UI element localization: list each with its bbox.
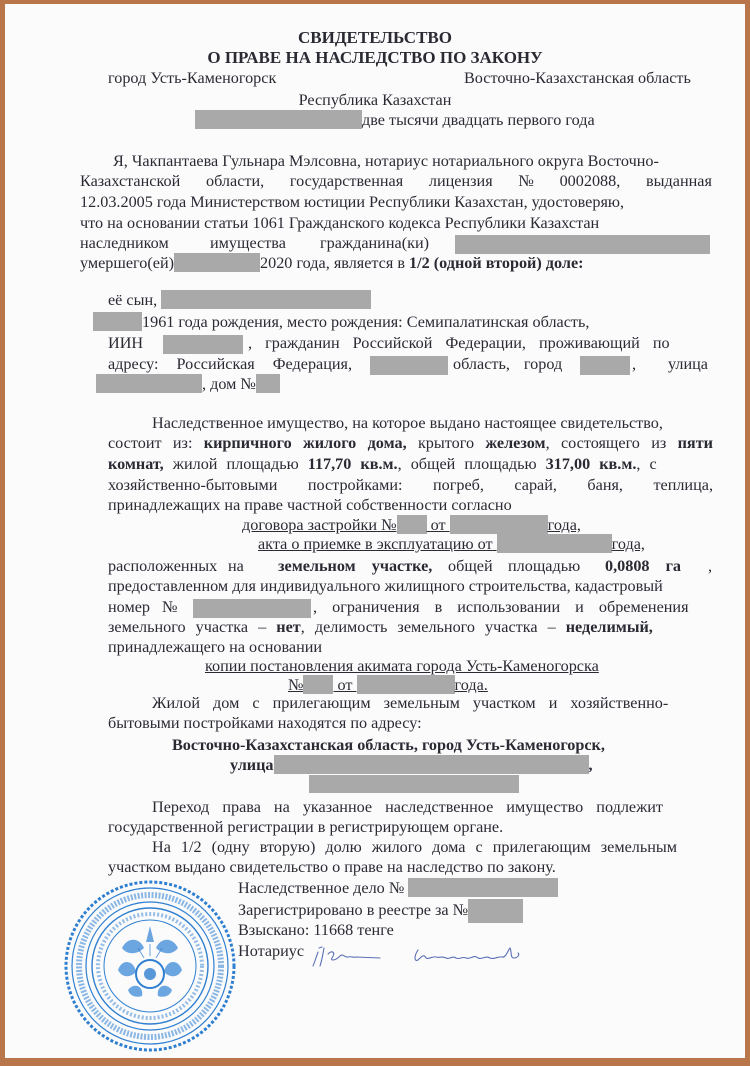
redacted-act-date	[497, 534, 612, 553]
word: выданная	[646, 172, 712, 190]
word: Казахстанской	[80, 172, 181, 190]
word: область, город	[453, 355, 563, 373]
property-line-3	[108, 454, 713, 474]
word: имущества	[210, 234, 286, 252]
word: №	[288, 676, 304, 694]
property-line-9: предоставленном для индивидуального жилищного строительства, кадастровый	[108, 577, 663, 595]
redacted-street	[96, 374, 202, 393]
word: расположенных	[108, 557, 218, 575]
redacted-address-street	[274, 755, 589, 774]
word: площадью	[508, 557, 581, 575]
address-line-1: Жилой дом с прилегающим земельным участком и хозяйственно-	[152, 694, 669, 712]
word: крытого	[406, 434, 486, 452]
transfer-line-2: государственной регистрации в регистрирующем органе.	[108, 818, 504, 836]
word: года,	[547, 516, 581, 534]
word: комнат,	[108, 455, 164, 473]
word: состоит из:	[108, 434, 204, 452]
word: , с	[636, 455, 657, 473]
word: , общей площадью	[397, 455, 546, 473]
word: гражданина(ки)	[320, 234, 430, 252]
address-line-3: Восточно-Казахстанская область, город Усть-Каменогорск,	[172, 736, 605, 754]
word: лицензия	[428, 172, 493, 190]
acceptance-label: акта о приемке в эксплуатацию от	[258, 535, 493, 553]
intro-line-3: 12.03.2005 года Министерством юстиции Республики Казахстан, удостоверяю,	[80, 193, 625, 211]
acceptance-act-line	[258, 534, 645, 554]
word: области,	[206, 172, 265, 190]
property-line-12: принадлежащего на основании	[108, 638, 323, 656]
cadastral-label: номер №	[108, 598, 178, 616]
intro-line-4: что на основании статьи 1061 Гражданского кодекса Республики Казахстан	[80, 214, 600, 232]
property-line-2	[108, 433, 713, 453]
akimat-resolution-line: копии постановления акимата города Усть-Каменогорска	[205, 657, 599, 675]
redacted-city	[580, 356, 630, 375]
redacted-address-extra	[309, 775, 519, 793]
property-line-8: расположенных на земельном участке, общей площадью 0,0808 га ,	[108, 557, 713, 575]
property-line-10	[108, 597, 713, 617]
transfer-line-3: На 1/2 (одну вторую) долю жилого дома с прилегающим земельным	[152, 838, 678, 856]
redacted-deceased-name	[455, 235, 710, 254]
transfer-line-4: участком выдано свидетельство о праве на наследство по закону.	[108, 858, 556, 876]
title-line-2: О ПРАВЕ НА НАСЛЕДСТВО ПО ЗАКОНУ	[207, 48, 543, 67]
word: от	[430, 516, 446, 534]
transfer-line-1: Переход права на указанное наследственное имущество подлежит	[152, 798, 664, 816]
intro-line-2	[80, 171, 712, 191]
registry-line	[238, 899, 523, 919]
word: постройками:	[307, 476, 403, 494]
redacted-oblast	[370, 356, 448, 375]
redacted-iin	[163, 335, 243, 354]
house-label: , дом №	[202, 375, 256, 393]
redacted-birth-date	[93, 312, 142, 331]
word: жилой площадью	[163, 455, 308, 473]
title-line-1: СВИДЕТЕЛЬСТВО	[298, 28, 452, 47]
word: от	[337, 676, 353, 694]
city: город Усть-Каменогорск	[108, 69, 277, 87]
redacted-cadastral-number	[193, 599, 311, 618]
redacted-registry-number	[468, 899, 523, 923]
construction-contract-line	[242, 515, 581, 535]
date-text: две тысячи двадцать первого года	[362, 111, 595, 129]
redacted-heir-name	[161, 290, 371, 309]
redacted-date	[195, 110, 362, 129]
date-line	[195, 110, 595, 130]
intro-line-6	[80, 253, 584, 273]
word: на	[228, 557, 244, 575]
address-line-2: бытовыми постройками находятся по адресу:	[108, 714, 422, 732]
intro-line-1: Я, Чакпантаева Гульнара Мэлсовна, нотариус нотариального округа Восточно-	[113, 152, 659, 170]
land-plot: земельном участке,	[278, 557, 433, 575]
state-emblem-seal-icon	[62, 878, 238, 1054]
redacted-death-date	[174, 253, 260, 272]
word: государственная	[289, 172, 404, 190]
word: теплица,	[653, 476, 713, 494]
redacted-resolution-number	[303, 675, 333, 694]
word: наследником	[80, 234, 169, 252]
heir-line-5	[96, 374, 280, 394]
redacted-resolution-date	[357, 675, 455, 694]
word: года.	[454, 676, 488, 694]
total-area: 317,00 кв.м.	[545, 455, 637, 473]
redacted-case-number	[408, 878, 558, 897]
word: 2020 года, является в	[260, 254, 410, 272]
living-area: 117,70 кв.м.	[307, 455, 398, 473]
word: улица	[668, 355, 708, 373]
iin-label: ИИН	[108, 334, 144, 352]
region: Восточно-Казахстанская область	[464, 69, 691, 87]
contract-label: договора застройки №	[242, 516, 397, 534]
word: хозяйственно-бытовыми	[108, 476, 278, 494]
heir-line-3	[108, 333, 713, 353]
case-number-line	[238, 878, 558, 898]
word: земельного участка –	[108, 618, 277, 636]
word: , делимость земельного участка –	[300, 618, 566, 636]
word: №	[518, 172, 534, 190]
divisibility-value: неделимый	[565, 618, 649, 636]
redacted-house-number	[256, 374, 280, 393]
street-label: улица	[230, 756, 274, 774]
address-line-4: улица ,	[230, 756, 593, 774]
country: Республика Казахстан	[298, 91, 452, 109]
notary-signature-icon	[310, 942, 540, 972]
share-fraction: 1/2 (одной второй) доле:	[409, 254, 584, 272]
land-area: 0,0808 га	[605, 557, 682, 575]
word: баня,	[587, 476, 623, 494]
property-line-4	[108, 475, 713, 495]
word: ,	[632, 355, 637, 373]
word: погреб,	[432, 476, 484, 494]
word: кирпичного жилого дома,	[203, 434, 407, 452]
word: , состоящего из	[545, 434, 678, 452]
registry-label: Зарегистрировано в реестре за №	[238, 901, 469, 919]
word: , ограничения в использовании и обременения	[313, 598, 689, 616]
case-label: Наследственное дело №	[238, 879, 405, 897]
encumbrance-value: нет	[276, 618, 301, 636]
resolution-number-line	[288, 675, 488, 695]
heir-relation: её сын,	[108, 291, 158, 309]
word: сарай,	[514, 476, 557, 494]
word: умершего(ей)	[80, 254, 175, 272]
redacted-contract-date	[450, 515, 548, 534]
notary-label: Нотариус	[238, 942, 305, 960]
property-line-1: Наследственное имущество, на которое выдано настоящее свидетельство,	[152, 414, 663, 432]
heir-line-4	[108, 354, 713, 374]
heir-line-1	[108, 290, 371, 310]
property-line-11: земельного участка – нет, делимость земельного участка – неделимый,	[108, 618, 653, 636]
property-line-5: принадлежащих на праве частной собственности согласно	[108, 496, 512, 514]
intro-line-5	[80, 233, 712, 253]
word: года,	[611, 535, 645, 553]
fee-line: Взыскано: 11668 тенге	[238, 921, 394, 939]
word: пяти	[677, 434, 713, 452]
word: адресу: Российская Федерация,	[108, 355, 353, 373]
word: общей	[448, 557, 493, 575]
citizenship: , гражданин Российской Федерации, проживающий по	[248, 334, 670, 352]
redacted-contract-number	[397, 515, 427, 534]
word: железом	[485, 434, 546, 452]
license-number: 0002088,	[559, 172, 621, 190]
birth-info: 1961 года рождения, место рождения: Семипалатинская область,	[142, 313, 590, 331]
heir-line-2	[93, 312, 589, 332]
